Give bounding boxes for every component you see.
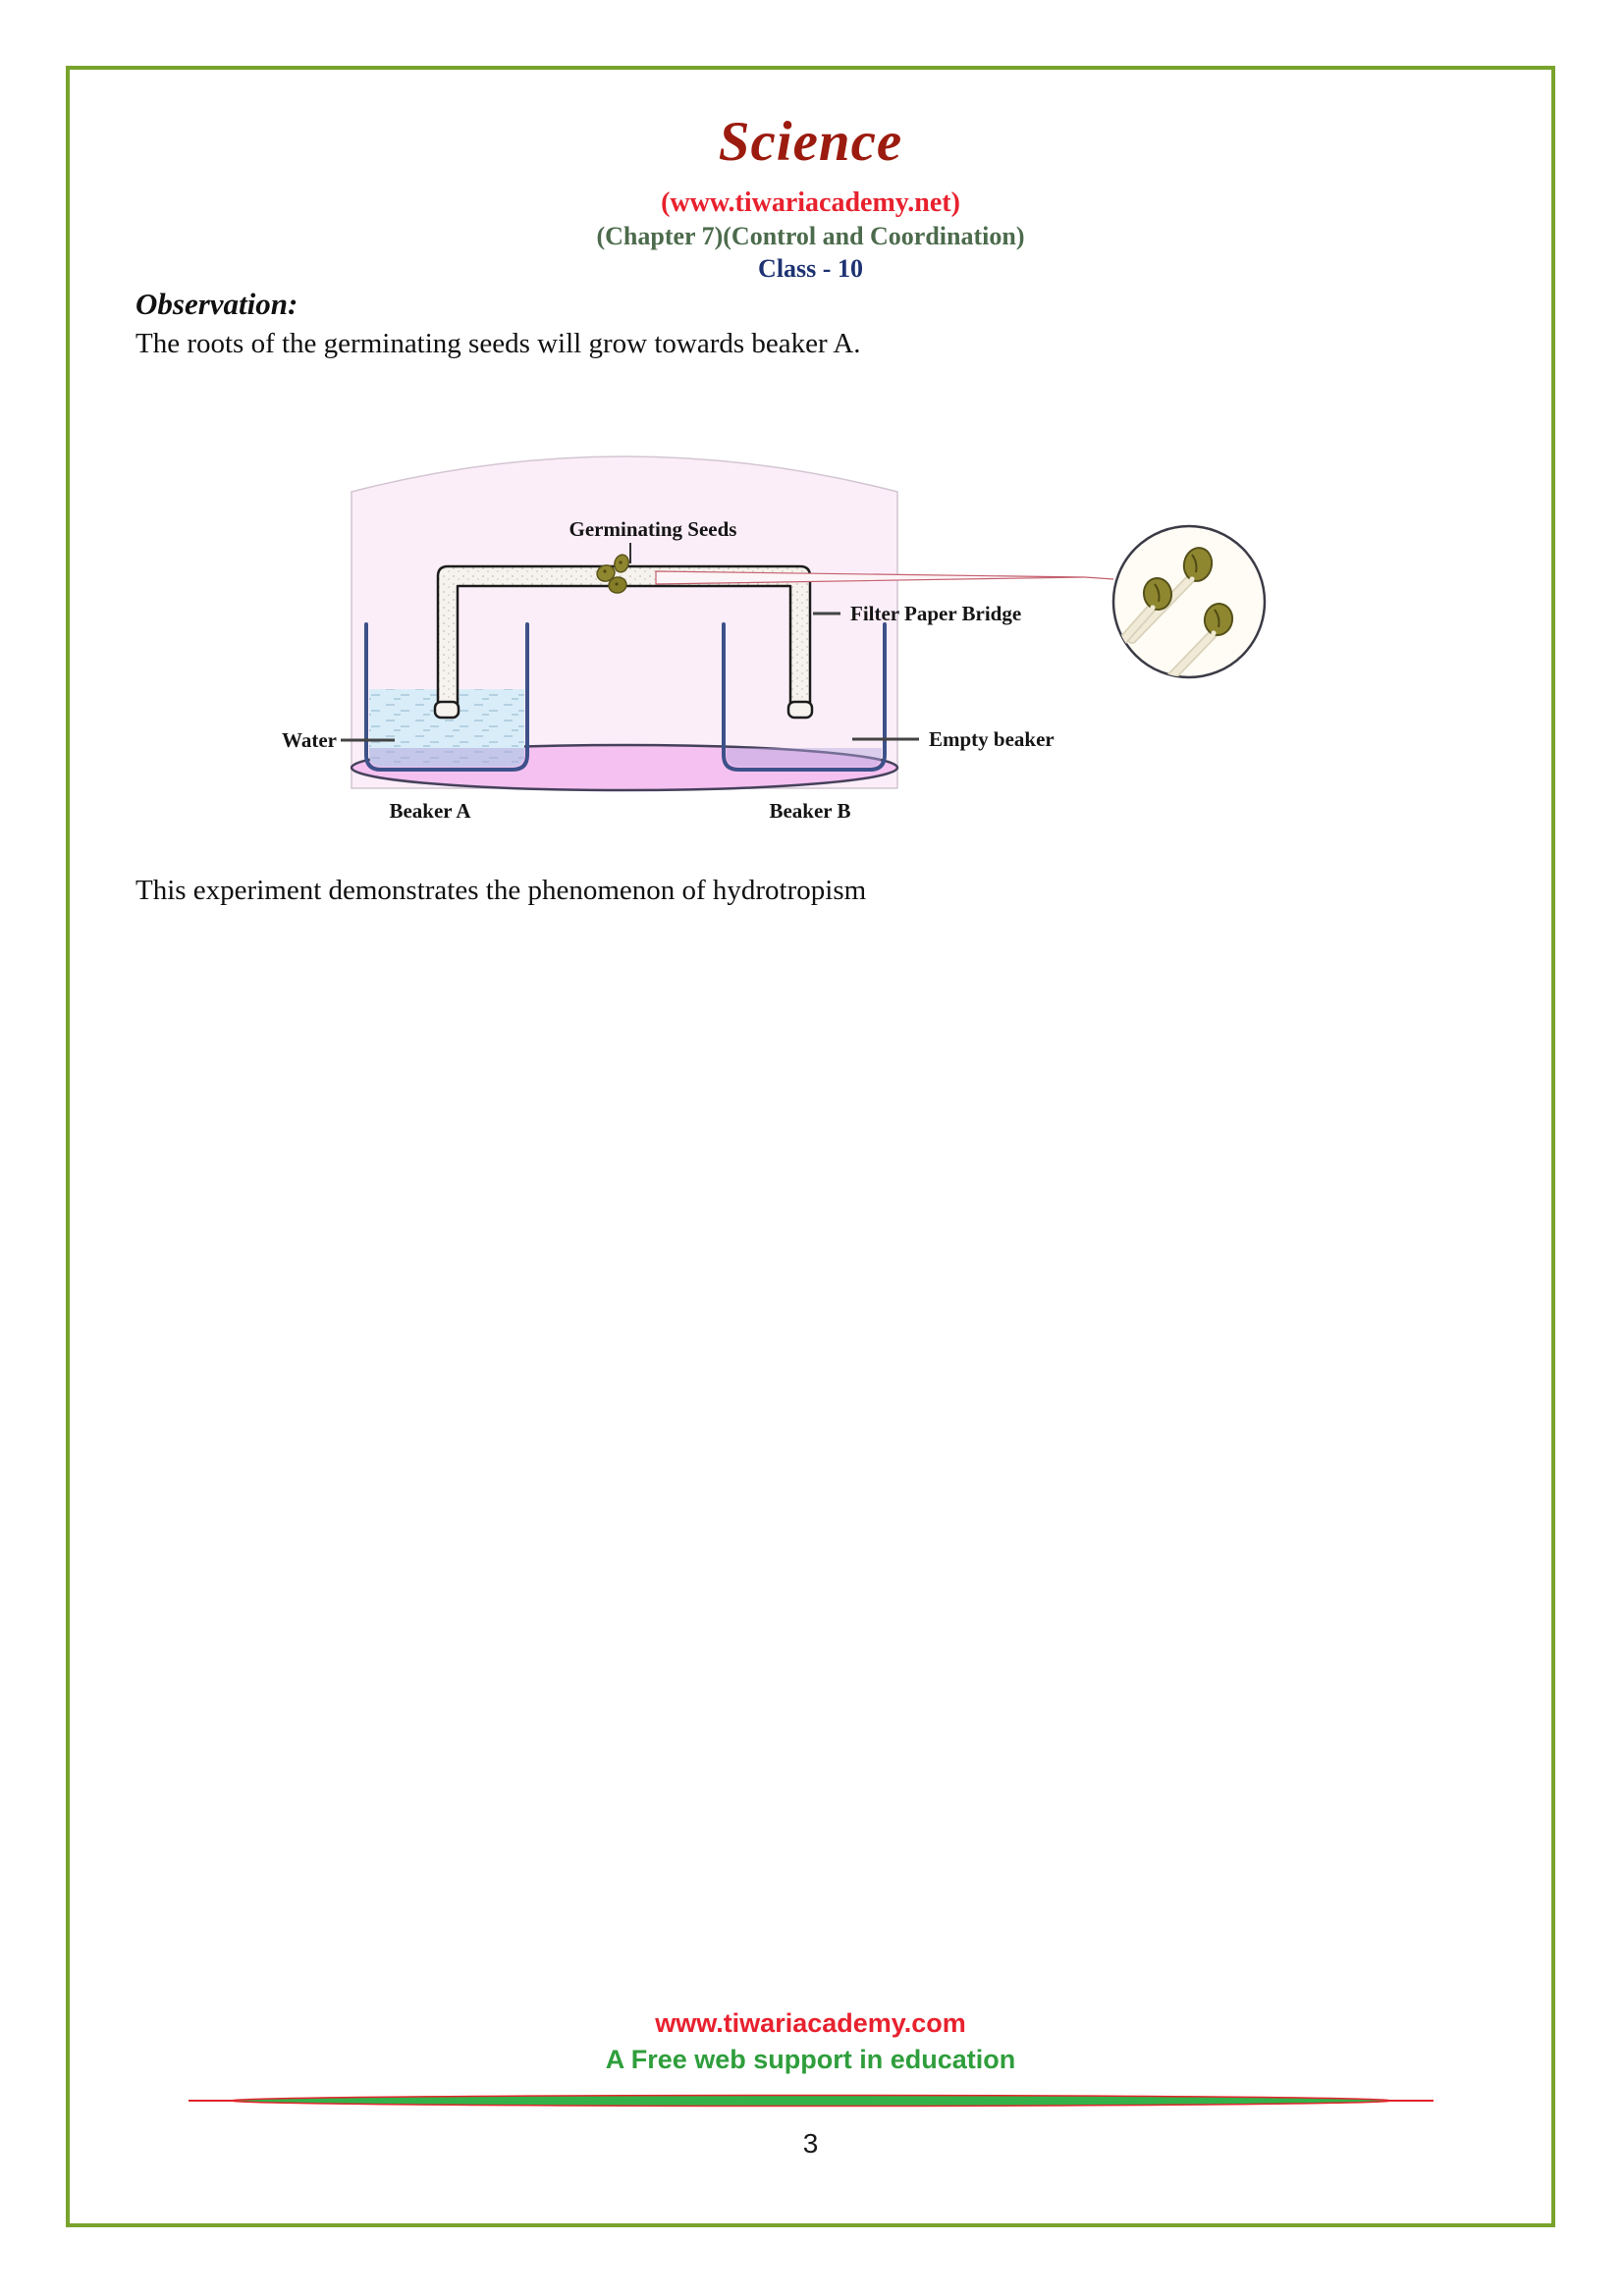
class-line: Class - 10 <box>758 254 863 283</box>
page-number: 3 <box>802 2128 819 2159</box>
page-header <box>66 111 1555 283</box>
filter-paper-bridge-label: Filter Paper Bridge <box>850 602 1022 625</box>
beaker-a-label: Beaker A <box>389 799 471 823</box>
water-label: Water <box>282 728 337 752</box>
observation-text: The roots of the germinating seeds will grow towards beaker A. <box>135 328 861 359</box>
footer-divider <box>187 2091 1435 2110</box>
footer-tagline: A Free web support in education <box>605 2045 1016 2074</box>
germinating-seeds-label: Germinating Seeds <box>568 517 737 541</box>
page-title: Science <box>718 111 903 173</box>
observation-heading: Observation: <box>135 287 298 321</box>
conclusion-text: This experiment demonstrates the phenomenon of hydrotropism <box>135 875 867 906</box>
seed-magnifier-circle <box>1100 526 1265 688</box>
beaker-b-label: Beaker B <box>769 799 851 823</box>
empty-beaker-label: Empty beaker <box>929 727 1055 751</box>
page-border-frame <box>66 66 1555 2227</box>
beaker-b-tray-tint <box>727 748 882 767</box>
footer-website: www.tiwariacademy.com <box>655 2008 966 2038</box>
hydrotropism-experiment-diagram <box>177 417 1296 874</box>
page-footer <box>66 2010 1555 2073</box>
site-url: (www.tiwariacademy.net) <box>661 187 960 218</box>
chapter-line: (Chapter 7)(Control and Coordination) <box>596 222 1025 250</box>
